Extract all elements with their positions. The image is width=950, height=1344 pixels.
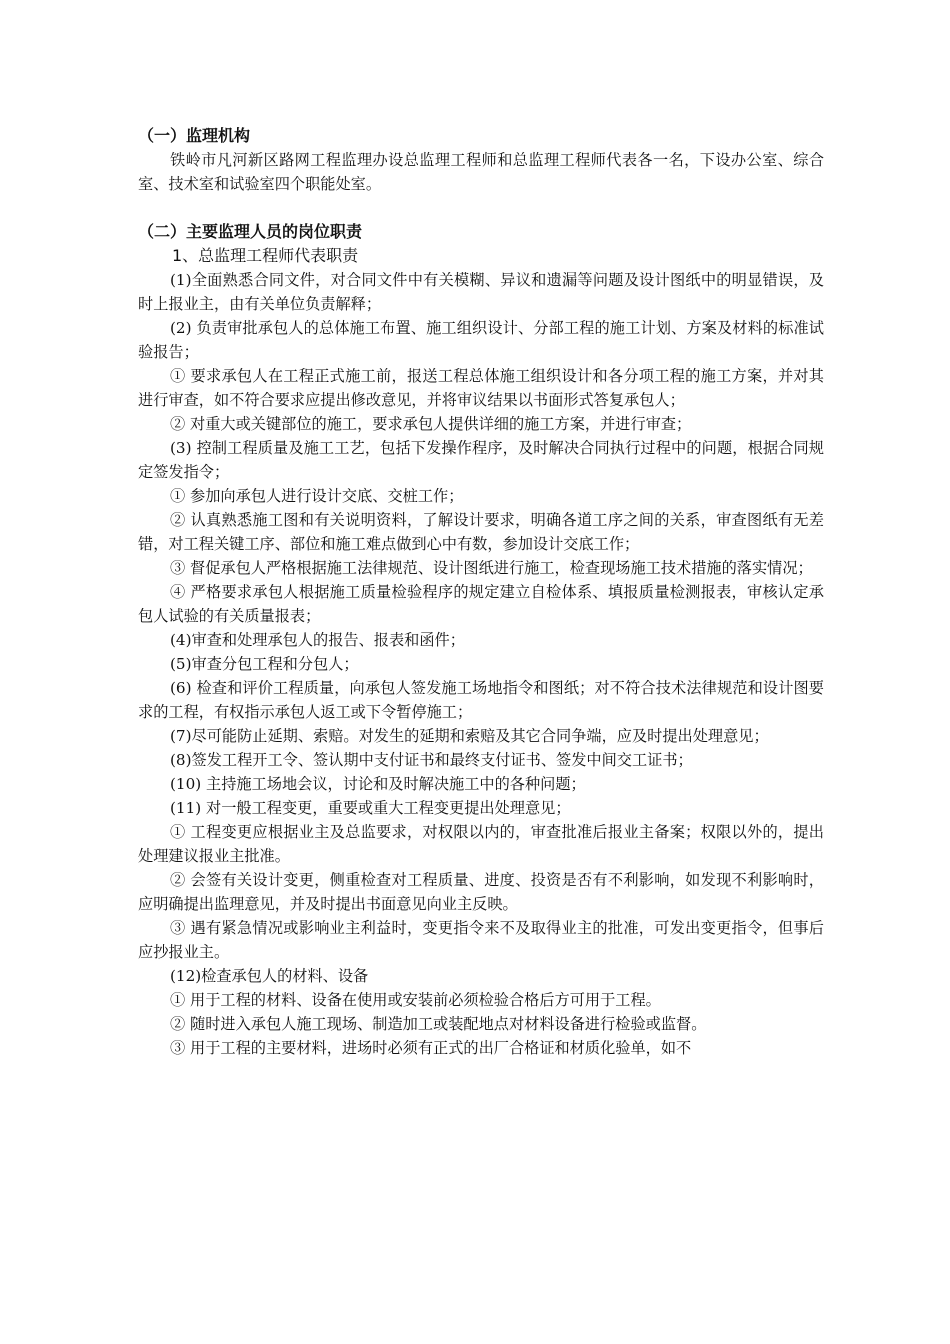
duty-item: ② 随时进入承包人施工现场、制造加工或装配地点对材料设备进行检验或监督。 [170,1015,707,1033]
duty-item: ① 参加向承包人进行设计交底、交桩工作； [170,487,464,505]
duty-item: (4)审查和处理承包人的报告、报表和函件； [170,631,465,649]
duty-item: ④ 严格要求承包人根据施工质量检验程序的规定建立自检体系、填报质量检测报表，审核认定承包人试验的有关质量报表； [138,583,824,625]
duty-item: (2) 负责审批承包人的总体施工布置、施工组织设计、分部工程的施工计划、方案及材料的标准试验报告； [138,319,824,361]
duty-item: (7)尽可能防止延期、索赔。对发生的延期和索赔及其它合同争端，应及时提出处理意见； [170,727,769,745]
duty-item: ① 要求承包人在工程正式施工前，报送工程总体施工组织设计和各分项工程的施工方案，并对其进行审查，如不符合要求应提出修改意见，并将审议结果以书面形式答复承包人； [138,367,824,409]
duty-item: ② 认真熟悉施工图和有关说明资料，了解设计要求，明确各道工序之间的关系，审查图纸有无差错，对工程关键工序、部位和施工难点做到心中有数，参加设计交底工作； [138,511,824,553]
duty-item: (8)签发工程开工令、签认期中支付证书和最终支付证书、签发中间交工证书； [170,751,693,769]
duty-item: ③ 遇有紧急情况或影响业主利益时，变更指令来不及取得业主的批准，可发出变更指令，但事后应抄报业主。 [138,919,824,961]
document-page [138,124,824,1060]
section-heading-organization: （一）监理机构 [138,126,251,145]
duty-item: (5)审查分包工程和分包人； [170,655,359,673]
duty-item: ③ 用于工程的主要材料，进场时必须有正式的出厂合格证和材质化验单，如不 [170,1039,692,1057]
duty-item: (11) 对一般工程变更，重要或重大工程变更提出处理意见； [170,799,571,817]
duty-item: (10) 主持施工场地会议，讨论和及时解决施工中的各种问题； [170,775,586,793]
duty-item: (12)检查承包人的材料、设备 [170,967,369,985]
duty-item: ② 会签有关设计变更，侧重检查对工程质量、进度、投资是否有不利影响，如发现不利影响时，应明确提出监理意见，并及时提出书面意见向业主反映。 [138,871,824,913]
duty-item: (3) 控制工程质量及施工工艺，包括下发操作程序，及时解决合同执行过程中的问题，根据合同规定签发指令； [138,439,824,481]
duty-item: ③ 督促承包人严格根据施工法律规范、设计图纸进行施工，检查现场施工技术措施的落实情况； [170,559,813,577]
organization-paragraph: 铁岭市凡河新区路网工程监理办设总监理工程师和总监理工程师代表各一名，下设办公室、综合室、技术室和试验室四个职能处室。 [138,151,824,193]
duty-item: ① 用于工程的材料、设备在使用或安装前必须检验合格后方可用于工程。 [170,991,661,1009]
section-spacer [138,196,824,220]
duty-item: ① 工程变更应根据业主及总监要求，对权限以内的，审查批准后报业主备案；权限以外的，提出处理建议报业主批准。 [138,823,824,865]
duty-item: (1)全面熟悉合同文件，对合同文件中有关模糊、异议和遗漏等问题及设计图纸中的明显错误，及时上报业主，由有关单位负责解释； [138,271,824,313]
duty-item: (6) 检查和评价工程质量，向承包人签发施工场地指令和图纸；对不符合技术法律规范和设计图要求的工程，有权指示承包人返工或下令暂停施工； [138,679,824,721]
duty-item: ② 对重大或关键部位的施工，要求承包人提供详细的施工方案，并进行审查； [170,415,692,433]
subheading-deputy-chief-duties: 1、总监理工程师代表职责 [172,246,359,265]
section-heading-duties: （二）主要监理人员的岗位职责 [138,222,363,241]
